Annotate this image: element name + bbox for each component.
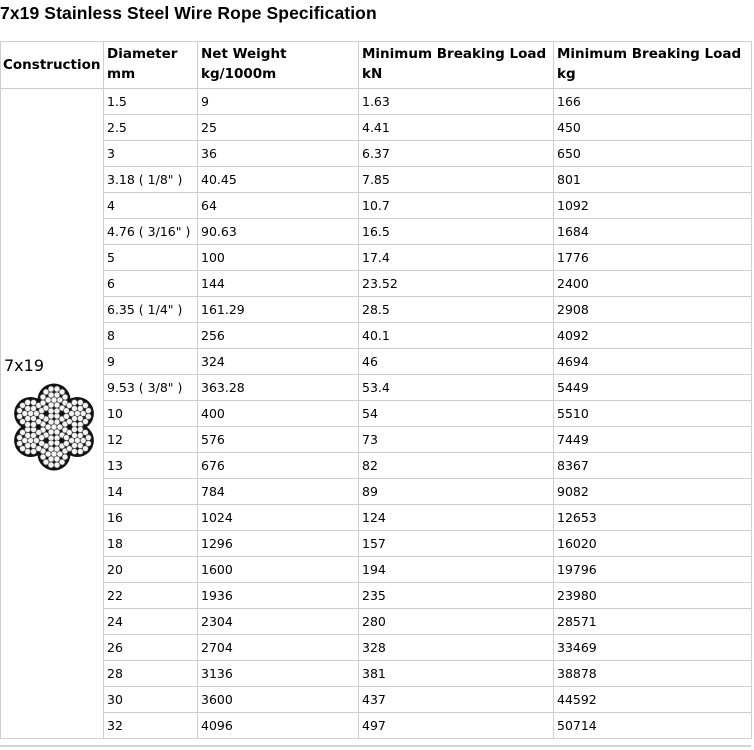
cell-mbl-kn: 280 xyxy=(359,609,554,635)
table-row xyxy=(1,141,752,167)
cell-mbl-kn: 235 xyxy=(359,583,554,609)
cell-mbl-kg: 50714 xyxy=(554,713,752,739)
cell-mbl-kn: 497 xyxy=(359,713,554,739)
cell-diameter: 28 xyxy=(104,661,198,687)
cell-net-weight: 64 xyxy=(198,193,359,219)
cell-diameter: 3.18 ( 1/8" ) xyxy=(104,167,198,193)
table-row xyxy=(1,271,752,297)
table-row xyxy=(1,401,752,427)
cell-diameter: 2.5 xyxy=(104,115,198,141)
cell-mbl-kg: 16020 xyxy=(554,531,752,557)
cell-net-weight: 1024 xyxy=(198,505,359,531)
cell-diameter: 32 xyxy=(104,713,198,739)
cell-net-weight: 1600 xyxy=(198,557,359,583)
table-row xyxy=(1,297,752,323)
cell-diameter: 9.53 ( 3/8" ) xyxy=(104,375,198,401)
cell-mbl-kg: 44592 xyxy=(554,687,752,713)
table-row xyxy=(1,115,752,141)
table-row xyxy=(1,245,752,271)
cell-net-weight: 161.29 xyxy=(198,297,359,323)
cell-mbl-kn: 4.41 xyxy=(359,115,554,141)
table-row xyxy=(1,427,752,453)
cell-mbl-kn: 73 xyxy=(359,427,554,453)
cell-mbl-kn: 16.5 xyxy=(359,219,554,245)
construction-label: 7x19 xyxy=(4,356,45,375)
table-row xyxy=(1,583,752,609)
table-row xyxy=(1,609,752,635)
cell-net-weight: 363.28 xyxy=(198,375,359,401)
cell-net-weight: 1296 xyxy=(198,531,359,557)
cell-net-weight: 2704 xyxy=(198,635,359,661)
cell-diameter: 3 xyxy=(104,141,198,167)
bottom-divider xyxy=(0,745,751,747)
cell-mbl-kn: 6.37 xyxy=(359,141,554,167)
cell-net-weight: 784 xyxy=(198,479,359,505)
cell-mbl-kg: 28571 xyxy=(554,609,752,635)
cell-mbl-kn: 82 xyxy=(359,453,554,479)
cell-diameter: 6 xyxy=(104,271,198,297)
cell-net-weight: 40.45 xyxy=(198,167,359,193)
cell-net-weight: 576 xyxy=(198,427,359,453)
cell-net-weight: 2304 xyxy=(198,609,359,635)
header-diameter: Diameter mm xyxy=(104,42,198,89)
cell-net-weight: 676 xyxy=(198,453,359,479)
table-row xyxy=(1,453,752,479)
cell-diameter: 12 xyxy=(104,427,198,453)
cell-net-weight: 25 xyxy=(198,115,359,141)
cell-mbl-kn: 381 xyxy=(359,661,554,687)
cell-mbl-kn: 46 xyxy=(359,349,554,375)
table-row xyxy=(1,167,752,193)
cell-net-weight: 256 xyxy=(198,323,359,349)
table-row xyxy=(1,193,752,219)
cell-diameter: 1.5 xyxy=(104,89,198,115)
cell-mbl-kg: 450 xyxy=(554,115,752,141)
cell-diameter: 9 xyxy=(104,349,198,375)
cell-mbl-kg: 650 xyxy=(554,141,752,167)
table-row xyxy=(1,323,752,349)
cell-diameter: 4.76 ( 3/16" ) xyxy=(104,219,198,245)
cell-mbl-kg: 8367 xyxy=(554,453,752,479)
cell-diameter: 18 xyxy=(104,531,198,557)
cell-mbl-kn: 1.63 xyxy=(359,89,554,115)
table-row xyxy=(1,661,752,687)
cell-mbl-kn: 23.52 xyxy=(359,271,554,297)
cell-net-weight: 90.63 xyxy=(198,219,359,245)
table-row xyxy=(1,635,752,661)
cell-mbl-kg: 9082 xyxy=(554,479,752,505)
cell-diameter: 16 xyxy=(104,505,198,531)
cell-mbl-kg: 12653 xyxy=(554,505,752,531)
specification-table xyxy=(0,41,752,739)
cell-mbl-kg: 4694 xyxy=(554,349,752,375)
cell-net-weight: 4096 xyxy=(198,713,359,739)
table-row xyxy=(1,89,752,115)
cell-diameter: 26 xyxy=(104,635,198,661)
cell-mbl-kn: 89 xyxy=(359,479,554,505)
cell-mbl-kg: 1776 xyxy=(554,245,752,271)
table-row xyxy=(1,505,752,531)
cell-mbl-kg: 1684 xyxy=(554,219,752,245)
cell-mbl-kn: 54 xyxy=(359,401,554,427)
cell-diameter: 22 xyxy=(104,583,198,609)
header-row xyxy=(1,42,752,89)
cell-mbl-kg: 7449 xyxy=(554,427,752,453)
cell-mbl-kg: 19796 xyxy=(554,557,752,583)
wire-rope-cross-section-icon xyxy=(7,383,101,471)
header-mbl-kg: Minimum Breaking Load kg xyxy=(554,42,752,89)
header-mbl-kn: Minimum Breaking Load kN xyxy=(359,42,554,89)
cell-mbl-kg: 5510 xyxy=(554,401,752,427)
table-row xyxy=(1,375,752,401)
cell-mbl-kn: 28.5 xyxy=(359,297,554,323)
table-row xyxy=(1,219,752,245)
cell-net-weight: 324 xyxy=(198,349,359,375)
cell-mbl-kn: 7.85 xyxy=(359,167,554,193)
cell-net-weight: 36 xyxy=(198,141,359,167)
cell-mbl-kg: 23980 xyxy=(554,583,752,609)
cell-net-weight: 100 xyxy=(198,245,359,271)
header-construction: Construction xyxy=(1,42,104,89)
cell-mbl-kg: 4092 xyxy=(554,323,752,349)
cell-net-weight: 400 xyxy=(198,401,359,427)
cell-net-weight: 3136 xyxy=(198,661,359,687)
cell-mbl-kn: 10.7 xyxy=(359,193,554,219)
table-row xyxy=(1,557,752,583)
construction-cell xyxy=(1,89,104,739)
cell-mbl-kg: 38878 xyxy=(554,661,752,687)
cell-net-weight: 3600 xyxy=(198,687,359,713)
cell-mbl-kg: 2400 xyxy=(554,271,752,297)
cell-diameter: 13 xyxy=(104,453,198,479)
header-net-weight: Net Weight kg/1000m xyxy=(198,42,359,89)
cell-net-weight: 144 xyxy=(198,271,359,297)
cell-mbl-kn: 40.1 xyxy=(359,323,554,349)
table-row xyxy=(1,531,752,557)
cell-diameter: 6.35 ( 1/4" ) xyxy=(104,297,198,323)
cell-mbl-kg: 1092 xyxy=(554,193,752,219)
cell-diameter: 30 xyxy=(104,687,198,713)
cell-net-weight: 1936 xyxy=(198,583,359,609)
cell-mbl-kn: 194 xyxy=(359,557,554,583)
cell-mbl-kn: 328 xyxy=(359,635,554,661)
cell-diameter: 8 xyxy=(104,323,198,349)
table-row xyxy=(1,713,752,739)
cell-mbl-kg: 5449 xyxy=(554,375,752,401)
cell-diameter: 4 xyxy=(104,193,198,219)
cell-diameter: 14 xyxy=(104,479,198,505)
table-row xyxy=(1,687,752,713)
cell-diameter: 20 xyxy=(104,557,198,583)
cell-net-weight: 9 xyxy=(198,89,359,115)
cell-mbl-kn: 53.4 xyxy=(359,375,554,401)
cell-mbl-kg: 33469 xyxy=(554,635,752,661)
cell-diameter: 5 xyxy=(104,245,198,271)
cell-mbl-kg: 801 xyxy=(554,167,752,193)
cell-mbl-kg: 2908 xyxy=(554,297,752,323)
cell-mbl-kn: 157 xyxy=(359,531,554,557)
table-row xyxy=(1,349,752,375)
cell-mbl-kn: 17.4 xyxy=(359,245,554,271)
table-row xyxy=(1,479,752,505)
cell-diameter: 24 xyxy=(104,609,198,635)
page-title: 7x19 Stainless Steel Wire Rope Specification xyxy=(0,3,377,23)
cell-mbl-kn: 124 xyxy=(359,505,554,531)
cell-mbl-kn: 437 xyxy=(359,687,554,713)
cell-diameter: 10 xyxy=(104,401,198,427)
cell-mbl-kg: 166 xyxy=(554,89,752,115)
